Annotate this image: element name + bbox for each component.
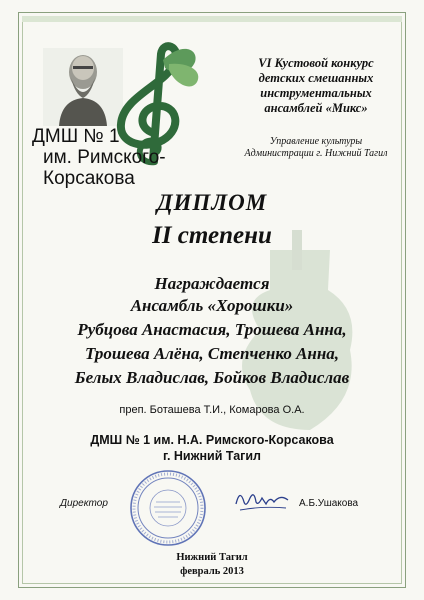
contest-title [232,56,400,116]
signer-name: А.Б.Ушакова [299,498,359,509]
school-name-line1: ДМШ № 1 [32,126,120,147]
organizer-line: Администрации г. Нижний Тагил [244,148,388,159]
organizer-line: Управление культуры [269,136,363,147]
contest-line: ансамблей «Микс» [264,101,368,115]
footer-city: Нижний Тагил [176,552,248,563]
members-line: Трошева Алёна, Степченко Анна, [84,344,340,363]
school-city: г. Нижний Тагил [163,449,261,463]
diploma-degree: II степени [152,222,272,249]
school-full-name: ДМШ № 1 им. Н.А. Римского-Корсакова [90,433,334,447]
header-band [22,16,402,22]
school-name-line2: им. Римского-Корсакова [43,147,166,189]
members-line: Рубцова Анастасия, Трошева Анна, [77,320,347,339]
ensemble-name: Ансамбль «Хорошки» [130,296,294,315]
official-stamp-icon [128,468,208,548]
teachers: преп. Боташева Т.И., Комарова О.А. [119,404,305,416]
organizer [232,136,400,160]
contest-line: инструментальных [260,86,372,100]
director-label: Директор [60,498,108,509]
contest-line: детских смешанных [258,71,374,85]
members-line: Белых Владислав, Бойков Владислав [74,368,350,387]
school-name [32,126,242,189]
handwritten-signature-icon [232,484,292,516]
awarded-label: Награждается [154,274,270,293]
contest-line: VI Кустовой конкурс [258,56,374,70]
footer-date: февраль 2013 [180,566,244,577]
diploma-title: ДИПЛОМ [156,190,268,215]
